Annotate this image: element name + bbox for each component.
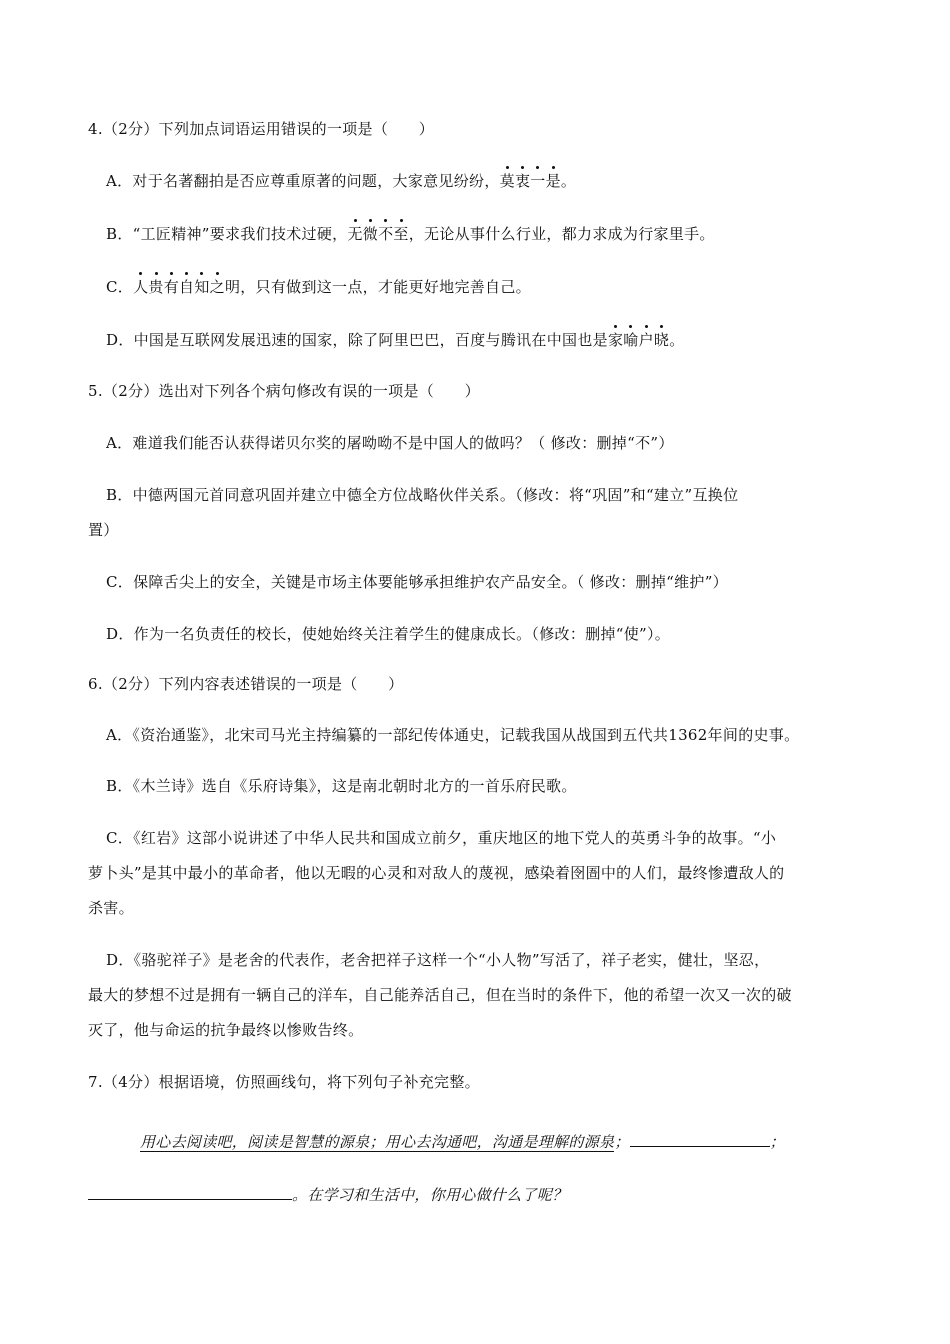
dotted-char: 微 xyxy=(362,225,379,243)
q4-a-tail: 。 xyxy=(560,172,577,190)
q6-option-a: A．《资治通鉴》，北宋司马光主持编纂的一部纪传体通史，记载我国从战国到五代共1362年间的史事。 xyxy=(106,726,800,744)
q5-option-b-line1: B．中德两国元首同意巩固并建立中德全方位战略伙伴关系。（修改：将“巩固”和“建立”互换位 xyxy=(106,486,739,504)
dotted-char: 自 xyxy=(179,278,195,296)
q4-b-tail: ，无论从事什么行业，都力求成为行家里手。 xyxy=(408,225,715,243)
q7-sentence-line2 xyxy=(88,1185,788,1204)
dotted-char: 晓 xyxy=(653,331,670,349)
q6-option-d-line1: D．《骆驼祥子》是老舍的代表作，老舍把祥子这样一个“小人物”写活了，祥子老实，健壮，坚忍， xyxy=(106,951,770,969)
q6-option-b: B．《木兰诗》选自《乐府诗集》，这是南北朝时北方的一首乐府民歌。 xyxy=(106,777,577,795)
q4-c-label: C． xyxy=(106,278,134,296)
dotted-char: 莫 xyxy=(499,172,515,190)
dotted-char: 户 xyxy=(638,331,654,349)
q6-option-d-line3: 灭了，他与命运的抗争最终以惨败告终。 xyxy=(88,1021,364,1039)
q7-sentence-line1 xyxy=(140,1132,870,1151)
q4-option-d xyxy=(106,331,896,349)
answer-blank-2[interactable] xyxy=(88,1185,292,1200)
dotted-char: 衷 xyxy=(514,172,531,190)
q4-option-a xyxy=(106,172,896,190)
q4-stem: 4.（2分）下列加点词语运用错误的一项是（ ） xyxy=(88,120,435,138)
dotted-char: 不 xyxy=(378,225,394,243)
q6-option-c-line1: C．《红岩》这部小说讲述了中华人民共和国成立前夕，重庆地区的地下党人的英勇斗争的故事。“小 xyxy=(106,829,777,847)
dotted-char: 无 xyxy=(347,225,363,243)
q4-d-tail: 。 xyxy=(669,331,685,349)
dotted-char: 贵 xyxy=(148,278,164,296)
q6-option-c-line2: 萝卜头”是其中最小的革命者，他以无暇的心灵和对敌人的蔑视，感染着囹圄中的人们，最终惨遭敌人的 xyxy=(88,864,785,882)
dotted-char: 知 xyxy=(194,278,210,296)
q7-tail: 。在学习和生活中，你用心做什么了呢？ xyxy=(292,1186,568,1204)
q7-separator: ； xyxy=(614,1133,630,1151)
q6-option-d-line2: 最大的梦想不过是拥有一辆自己的洋车，自己能养活自己，但在当时的条件下，他的希望一次又一次的破 xyxy=(88,986,792,1004)
dotted-char: 之 xyxy=(209,278,225,296)
answer-blank-1[interactable] xyxy=(630,1132,770,1147)
q5-stem: 5.（2分）选出对下列各个病句修改有误的一项是（ ） xyxy=(88,382,480,400)
q7-underlined-sentence: 用心去阅读吧，阅读是智慧的源泉；用心去沟通吧，沟通是理解的源泉 xyxy=(140,1133,615,1151)
dotted-char: 有 xyxy=(163,278,180,296)
dotted-char: 人 xyxy=(133,278,149,296)
q6-stem: 6.（2分）下列内容表述错误的一项是（ ） xyxy=(88,675,404,693)
q7-stem: 7.（4分）根据语境，仿照画线句，将下列句子补充完整。 xyxy=(88,1073,480,1091)
dotted-char: 喻 xyxy=(623,331,639,349)
q6-option-c-line3: 杀害。 xyxy=(88,899,134,917)
q4-c-tail: 明，只有做到这一点，才能更好地完善自己。 xyxy=(224,278,531,296)
dotted-char: 一 xyxy=(530,172,546,190)
q4-b-text: B．“工匠精神”要求我们技术过硬， xyxy=(106,225,348,243)
q5-option-c: C．保障舌尖上的安全，关键是市场主体要能够承担维护农产品安全。（ 修改：删掉“维护”） xyxy=(106,573,728,591)
dotted-char: 至 xyxy=(393,225,409,243)
q5-option-d: D．作为一名负责任的校长，使她始终关注着学生的健康成长。（修改：删掉“使”）。 xyxy=(106,625,671,643)
q5-option-a: A．难道我们能否认获得诺贝尔奖的屠呦呦不是中国人的做吗？（ 修改：删掉“不”） xyxy=(106,434,674,452)
q4-option-c xyxy=(106,278,896,296)
q4-d-text: D．中国是互联网发展迅速的国家，除了阿里巴巴，百度与腾讯在中国也是 xyxy=(106,331,608,349)
dotted-char: 家 xyxy=(607,331,624,349)
dotted-char: 是 xyxy=(545,172,561,190)
q4-a-text: A．对于名著翻拍是否应尊重原著的问题，大家意见纷纷， xyxy=(106,172,500,190)
q4-option-b xyxy=(106,225,896,243)
q5-option-b-line2: 置） xyxy=(88,521,119,539)
q7-separator: ； xyxy=(769,1133,785,1151)
